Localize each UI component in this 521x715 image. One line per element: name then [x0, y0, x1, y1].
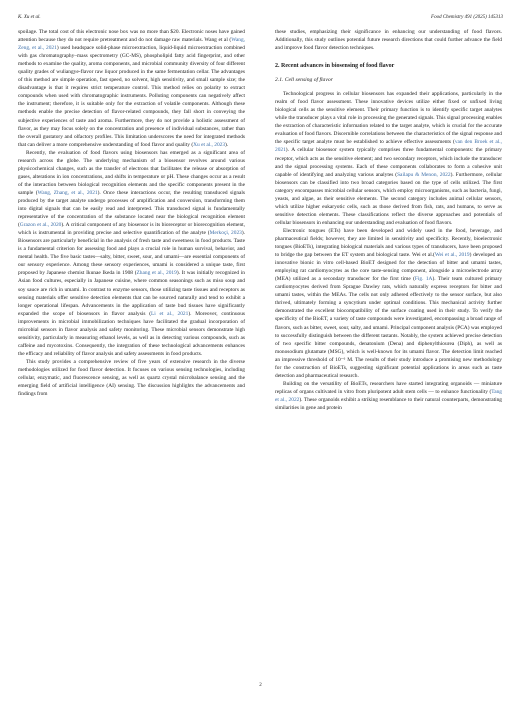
citation-link[interactable]: Fig. 1A: [414, 276, 433, 283]
body-text: This study provides a comprehensive review of five years of extensive research in the diverse methodologies utilized for food flavor detection. It focuses on various sensing technologies, including cellular, enzymatic, and fluorescence sensing, as well as quartz crystal microbalance sensing and the emerging field of artificial intelligence (AI) sensing. The discussion highlights the advancements and findings from: [18, 358, 245, 398]
paragraph: [275, 380, 502, 412]
subsection-title: 2.1. Cell sensing of flavor: [275, 77, 333, 84]
citation-link[interactable]: Tang et al., 2022: [275, 388, 502, 403]
citation-link[interactable]: Xu et al., 2023: [193, 141, 226, 148]
body-text: ) developed an innovative bionic in vitro cell-based BioET designed for the detection of bitter and umami tastes, employing rat cardiomyocytes as the core taste-sensing component, alongside a microelectrode array (MEA) utilized as a secondary transducer for the first time (: [275, 252, 502, 283]
body-text: ).: [225, 141, 229, 148]
body-text: ). A cellular biosensor system typically comprises three fundamental components: the primary receptor, which acts as the sensitive element; and two secondary receptors, which include the transducer and the signal processing systems. Each of these components collaborates to form a cohesive unit capable of identifying and analyzing various analytes (: [275, 147, 502, 178]
left-column: [18, 28, 245, 398]
right-column: [275, 28, 502, 412]
body-text: Recently, the evaluation of food flavors using biosensors has emerged as a significant area of research across the globe. The underlying mechanism of a biosensor revolves around various physicochemical changes, such as the transfer of electrons that facilitates the release or absorption of gases, alterations in ion concentrations, and shifts in temperature or pH. These changes occur as a result of the interaction between biological recognition elements and the specific components present in the sample (: [18, 149, 245, 196]
citation-link[interactable]: Wang, Zhang, et al., 2021: [37, 189, 98, 196]
paragraph: [18, 358, 245, 398]
body-text: ). Moreover, continuous improvements in microbial immobilization techniques have facilitated the gradual incorporation of microbial sensors in flavor analysis and safety monitoring. These microbial sensors demonstrate high sensitivity, particularly in measuring ethanol levels, as well as in detecting various compounds, such as caffeine and mycotoxins. Consequently, the integration of these technological advancements enhances the efficacy and reliability of flavor analysis and safety assessments in food products.: [18, 310, 245, 357]
citation-link[interactable]: van den Broek et al., 2021: [275, 139, 503, 154]
citation-link[interactable]: Zhang et al., 2019: [136, 270, 177, 277]
running-head-journal: Food Chemistry 491 (2025) 145313: [431, 15, 503, 20]
paragraph: [275, 227, 502, 380]
body-text: ) used headspace solid-phase microextraction, liquid-liquid microextraction combined with gas chromatography–mass spectrometry (GC-MS), phospholipid fatty acid fingerprint, and other methods to examine the quality, aroma components, and microbial community diversity of four different quality grades of wuliangye-flavor raw liquor produced in the same fermentation cellar. The advantages of this method are simple operation, fast speed, no solvent, high sensitivity, and small sample size; the disadvantage is that it requires strict temperature control. This method relies on polarity to extract compounds when used with chromatographic instruments. Polluting components can negatively affect the instrument; therefore, it is suitable only for the extraction of volatile components. Although these methods enable the precise detection of flavor-related compounds, they fall short in conveying the subjective experiences of taste and aroma. Furthermore, they do not provide a holistic assessment of flavor, as they may focus solely on the concentration and presence of individual substances, rather than the overall gustatory and olfactory profiles. This limitation underscores the need for integrated methods that can deliver a more comprehensive understanding of food flavor and quality (: [18, 45, 245, 148]
body-text: Technological progress in cellular biosensors has expanded their applications, particularly in the realm of food flavor assessment. These innovative devices utilize either fixed or unfixed living biological cells as the sensitive element. Their primary function is to identify specific target analytes while the transducer plays a vital role in processing the generated signals. This signal processing enables the extraction of characteristic information related to the target analyte, which is crucial for the accurate evaluation of food flavors. Discernible correlations between the characteristics of the signal response and the specific target analyte must be established to achieve effective assessments (: [275, 91, 502, 146]
body-text: Electronic tongues (ETs) have been developed and widely used in the food, beverage, and pharmaceutical fields; however, they are limited in sensitivity and specificity. Recently, bioelectronic tongues (BioETs), integrating biological materials and various types of transducers, have been proposed to bridge the gap between the ET system and biological taste. Wei et al.(: [275, 227, 502, 259]
citation-link[interactable]: Grazon et al., 2020: [19, 222, 62, 229]
body-text: ). Their team cultured primary cardiomyocytes derived from Sprague Dawley rats, which naturally express receptors for bitter and umami tastes, within the MEAs. The cells not only adhered effectively to the sensor surface, but also thrived, ultimately forming a syncytium under optimal conditions. This mechanical activity further demonstrated the excellent biocompatibility of the surface coating used in their study. To verify the specificity of the BioET, a variety of taste compounds were investigated, encompassing a broad range of flavors, such as bitter, sweet, sour, salty, and umami. Principal component analysis (PCA) was employed to successfully distinguish between the different tastants. Notably, the system achieved precise detection of two specific bitter compounds, denatonium (Dena) and diphenylthiourea (Diph), as well as monosodium glutamate (MSG), which is well-known for its umami flavor. The detection limit reached an impressive threshold of 10⁻⁶ M. The results of their study introduce a promising new methodology for the construction of BioETs, suggesting significant potential applications in areas such as taste detection and pharmaceutical research.: [275, 276, 503, 379]
citation-link[interactable]: Li et al., 2021: [151, 310, 189, 317]
body-text: ). These organoids exhibit a striking resemblance to their natural counterparts, demonstrating similarities in gene and protein: [275, 396, 503, 411]
paragraph: [275, 90, 502, 227]
body-text: ). Furthermore, cellular biosensors can be classified into two broad categories based on the type of cells utilized. The first category encompasses microbial cellular sensors, which employ microorganisms, such as bacteria, fungi, yeasts, and algae, as their sensitive elements. The second category includes animal cellular sensors, which utilize higher eukaryotic cells, such as those derived from fish, rats, and humans, to serve as sensitive detection elements. These classifications reflect the diverse approaches and potentials of cellular biosensors in enhancing our understanding and evaluation of food flavors.: [275, 171, 503, 226]
body-text: Building on the versatility of BioETs, researchers have started integrating organoids — miniature replicas of organs cultivated in vitro from pluripotent adult stem cells — to enhance functionality (: [275, 380, 502, 395]
paragraph: [18, 28, 245, 149]
section-title: 2. Recent advances in biosensing of food flavor: [275, 63, 395, 70]
body-text: ). A critical component of any biosensor is its bioreceptor or biorecognition element, which is instrumental in providing precise and selective quantification of the analyte (: [18, 222, 245, 237]
citation-link[interactable]: Wei et al., 2019: [434, 252, 470, 259]
body-text: these studies, emphasizing their significance in enhancing our understanding of food flavors. Additionally, this study outlines potential future research directions that could further advance the field and improve food flavor detection techniques.: [275, 29, 502, 52]
paragraph: [18, 149, 245, 358]
citation-link[interactable]: Wang, Zeng, et al., 2021: [18, 37, 245, 52]
body-text: spoilage. The total cost of this electronic nose box was no more than $20. Electronic noses have gained attention because they do not require pretreatment and do not damage raw materials. Wang et al (: [18, 29, 245, 44]
citation-link[interactable]: Sailapu & Menon, 2022: [397, 171, 451, 178]
running-head-authors: K. Xu et al.: [18, 15, 41, 20]
page-number: 2: [259, 683, 262, 688]
body-text: ). Once these interactions occur, the resulting transduced signals produced by the target analyte undergo processes of amplification and conversion, transforming them into digital signals that can be easily read and interpreted. This transduced signal is fundamentally representative of the concentration of the substance located near the biological recognition element (: [18, 189, 245, 229]
paragraph: [275, 28, 502, 52]
citation-link[interactable]: Merkoçi, 2023: [209, 230, 242, 237]
body-text: ). Biosensors are particularly beneficial in the analysis of fresh taste and sweetness in food products. Taste is a fundamental criterion for assessing food and plays a crucial role in human survival, behavior, and mental health. The five basic tastes—salty, bitter, sweet, sour, and umami—are essential components of our sensory experience. Among these sensory experiences, umami is considered a unique taste, first proposed by Japanese chemist Ikunae Ikeda in 1908 (: [18, 230, 245, 277]
body-text: ). It was initially recognized in Asian food cultures, especially in Japanese cuisine, where common seasonings such as miso soup and soy sauce are rich in umami. In contrast to enzyme sensors, those utilizing taste tissues and receptors as sensing materials offer sensitive detection elements that can be sourced naturally and tend to exhibit a longer operational lifespan. Advancements in the application of taste bud tissues have significantly expanded the scope of biosensors in flavor analysis (: [18, 270, 246, 317]
